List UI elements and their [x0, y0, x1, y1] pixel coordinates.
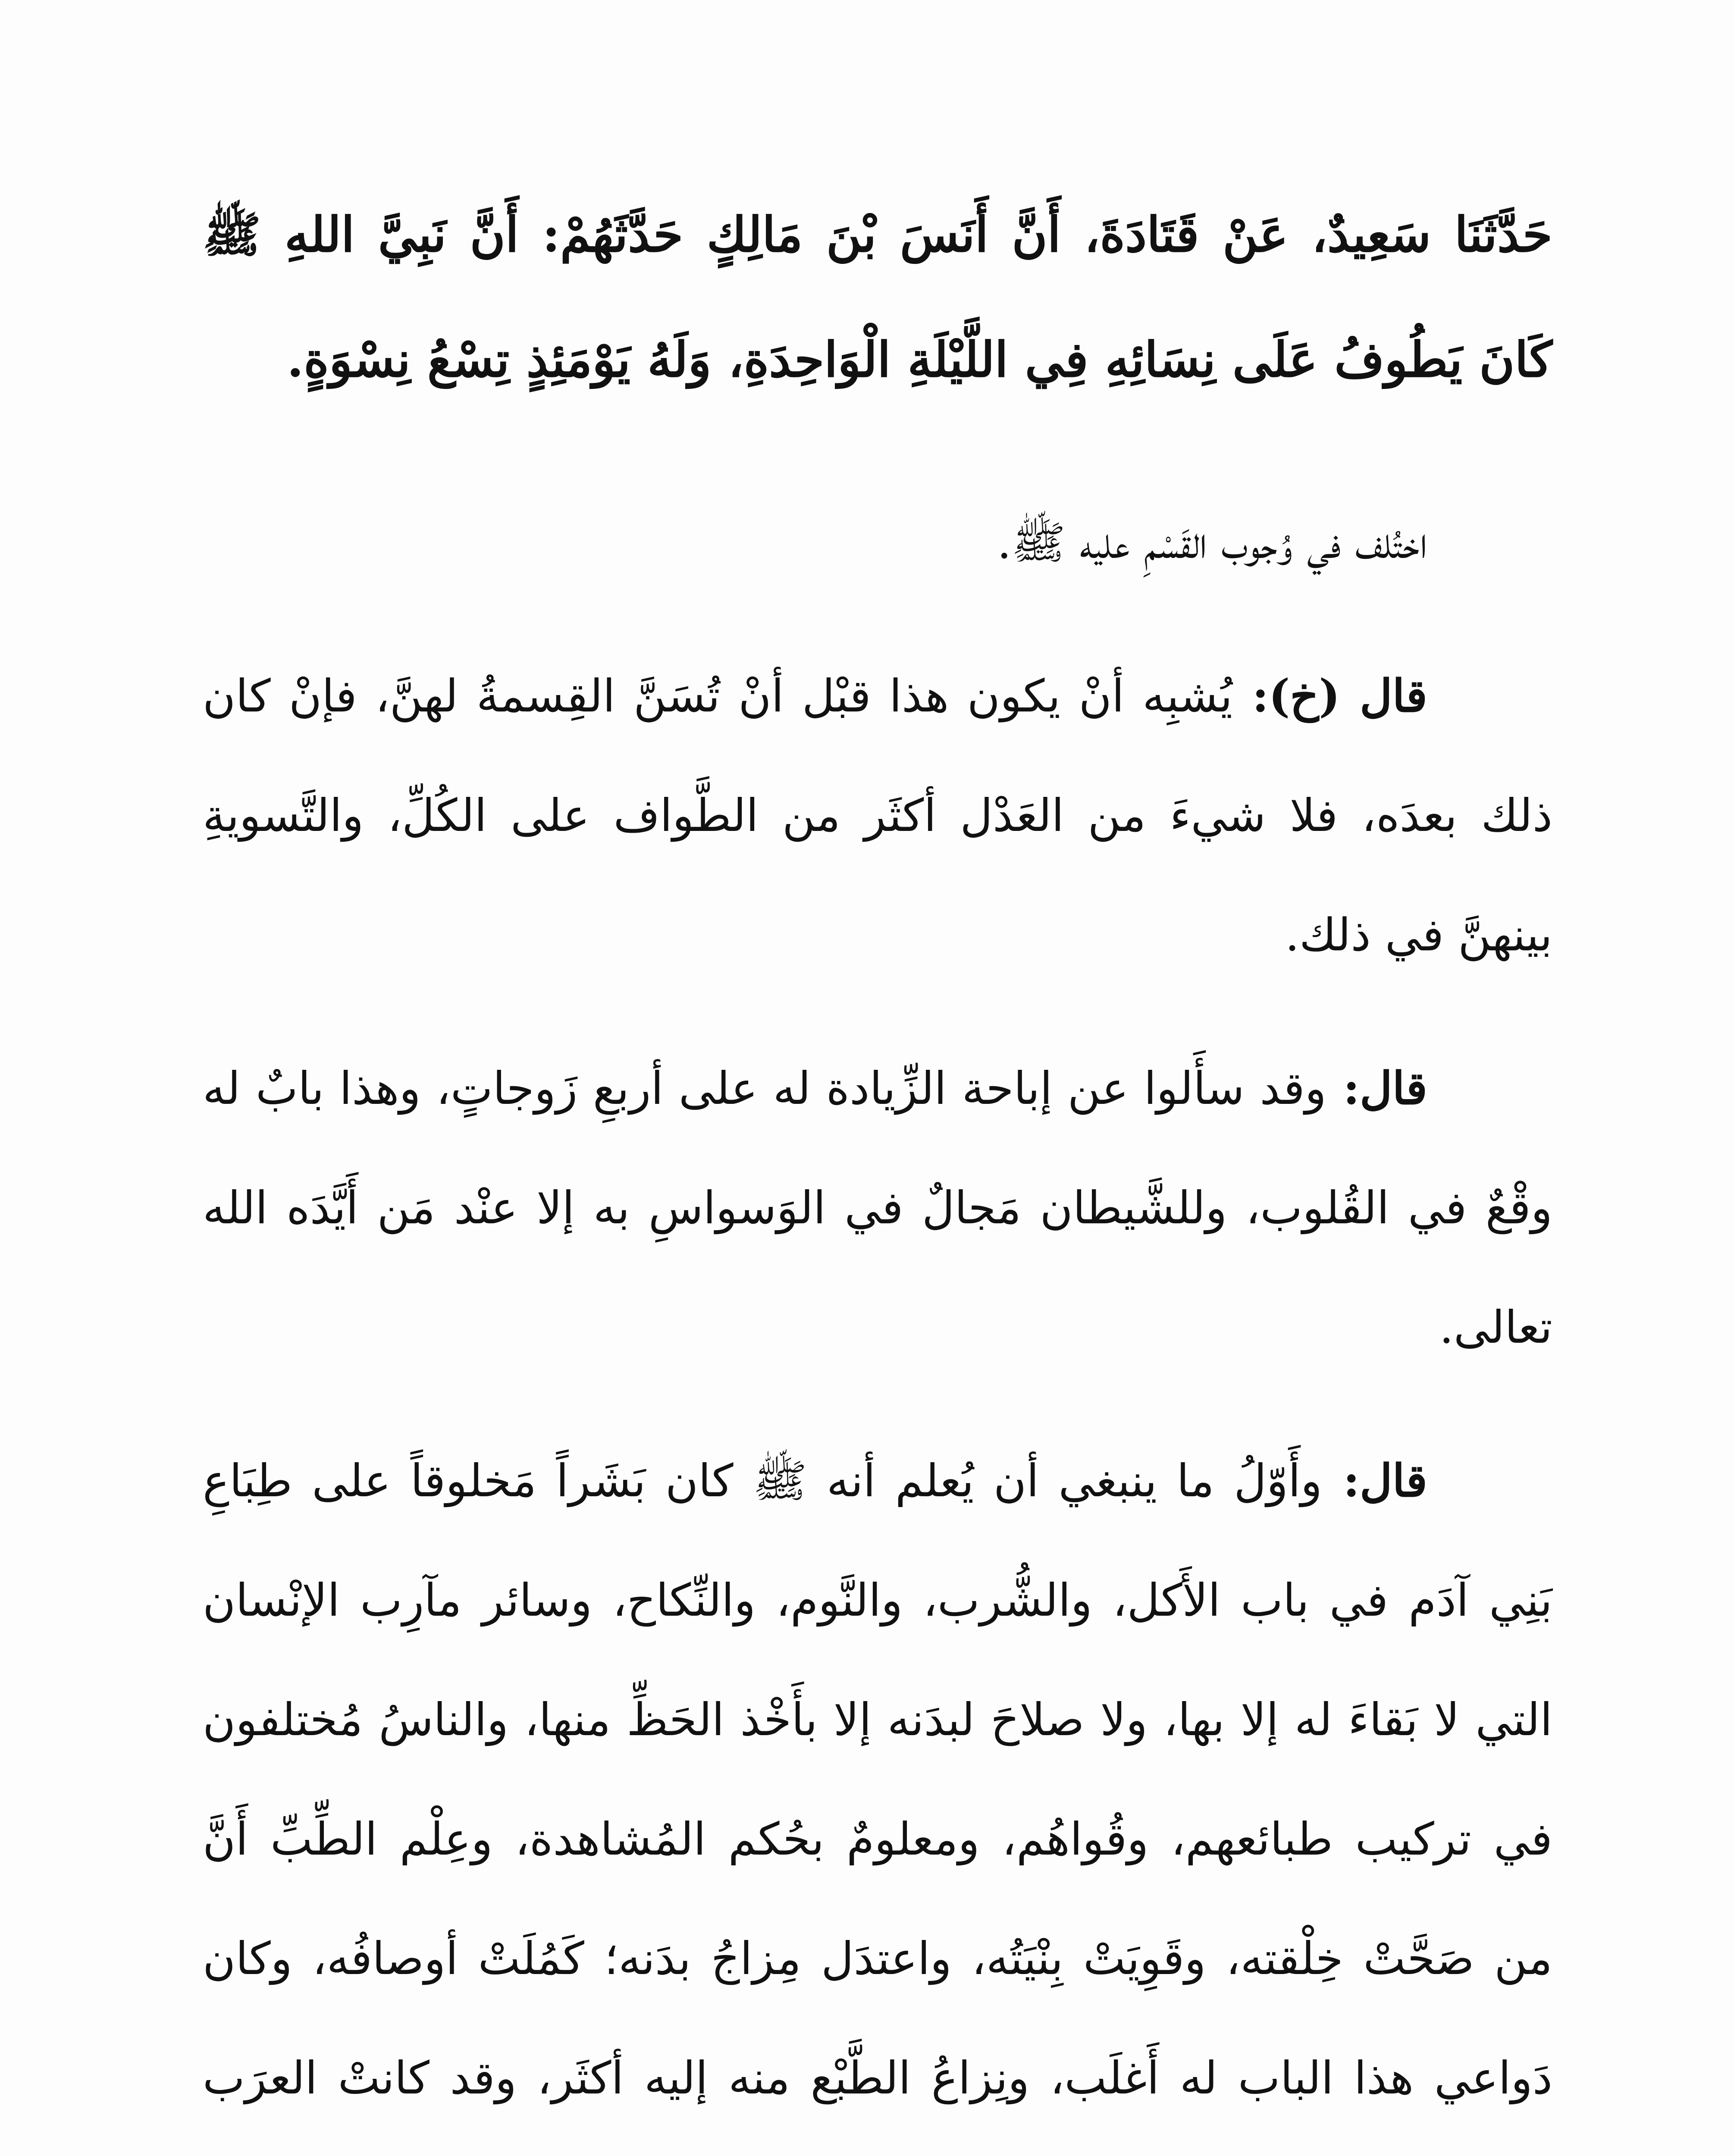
commentary-intro: اختُلف في وُجوب القَسْمِ عليه ﷺ.: [997, 516, 1427, 569]
paragraph-text: وأَوّلُ ما ينبغي أن يُعلم أنه ﷺ كان بَشَراً مَخلوقاً على طِبَاعِ بَنِي آدَم في باب الأَكل، والشُّرب، والنَّوم، والنِّكاح، وسائر مآرِب الإنْسان التي لا بَقاءَ له إلا بها، ولا صلاحَ لبدَنه إلا بأَخْذ الحَظِّ منها، والناسُ مُختلفون في تركيب طبائعهم، وقُواهُم، ومعلومٌ بحُكم المُشاهدة، وعِلْم الطِّبِّ أَنَّ من صَحَّتْ خِلْقته، وقَوِيَتْ بِنْيَتُه، واعتدَل مِزاجُ بدَنه؛ كَمُلَتْ أوصافُه، وكان دَواعي هذا الباب له أَغلَب، ونِزاعُ الطَّبْع منه إليه أكثَر، وقد كانتْ العرَب: [203, 1454, 1553, 2104]
commentary-text-block: [203, 483, 1552, 2156]
hadith-paragraph: حَدَّثَنَا سَعِيدٌ، عَنْ قَتَادَةَ، أَنَّ أَنَسَ بْنَ مَالِكٍ حَدَّثَهُمْ: أَنَّ نَبِيَّ اللهِ ﷺ كَانَ يَطُوفُ عَلَى نِسَائِهِ فِي اللَّيْلَةِ الْوَاحِدَةِ، وَلَهُ يَوْمَئِذٍ تِسْعُ نِسْوَةٍ.: [203, 207, 1552, 388]
commentary-paragraph: [203, 1028, 1552, 1387]
paragraph-text: وقد سأَلوا عن إباحة الزِّيادة له على أربعِ زَوجاتٍ، وهذا بابٌ له وقْعٌ في القُلوب، وللشَّيطان مَجالٌ في الوَسواسِ به إلا عنْد مَن أَيَّدَه الله تعالى.: [203, 1062, 1552, 1354]
paragraph-text: يُشبِه أنْ يكون هذا قبْل أنْ تُسَنَّ القِسمةُ لهنَّ، فإنْ كان ذلك بعدَه، فلا شيءَ من العَدْل أكثَر من الطَّواف على الكُلِّ، والتَّسويةِ بينهنَّ في ذلك.: [203, 670, 1553, 961]
paragraph-label: قال:: [1326, 1062, 1427, 1115]
commentary-paragraph: [203, 636, 1552, 995]
hadith-text-block: [203, 172, 1552, 456]
commentary-paragraph: [203, 1421, 1552, 2156]
paragraph-label: قال (خ):: [1232, 669, 1427, 722]
paragraph-label: قال:: [1322, 1454, 1428, 1507]
